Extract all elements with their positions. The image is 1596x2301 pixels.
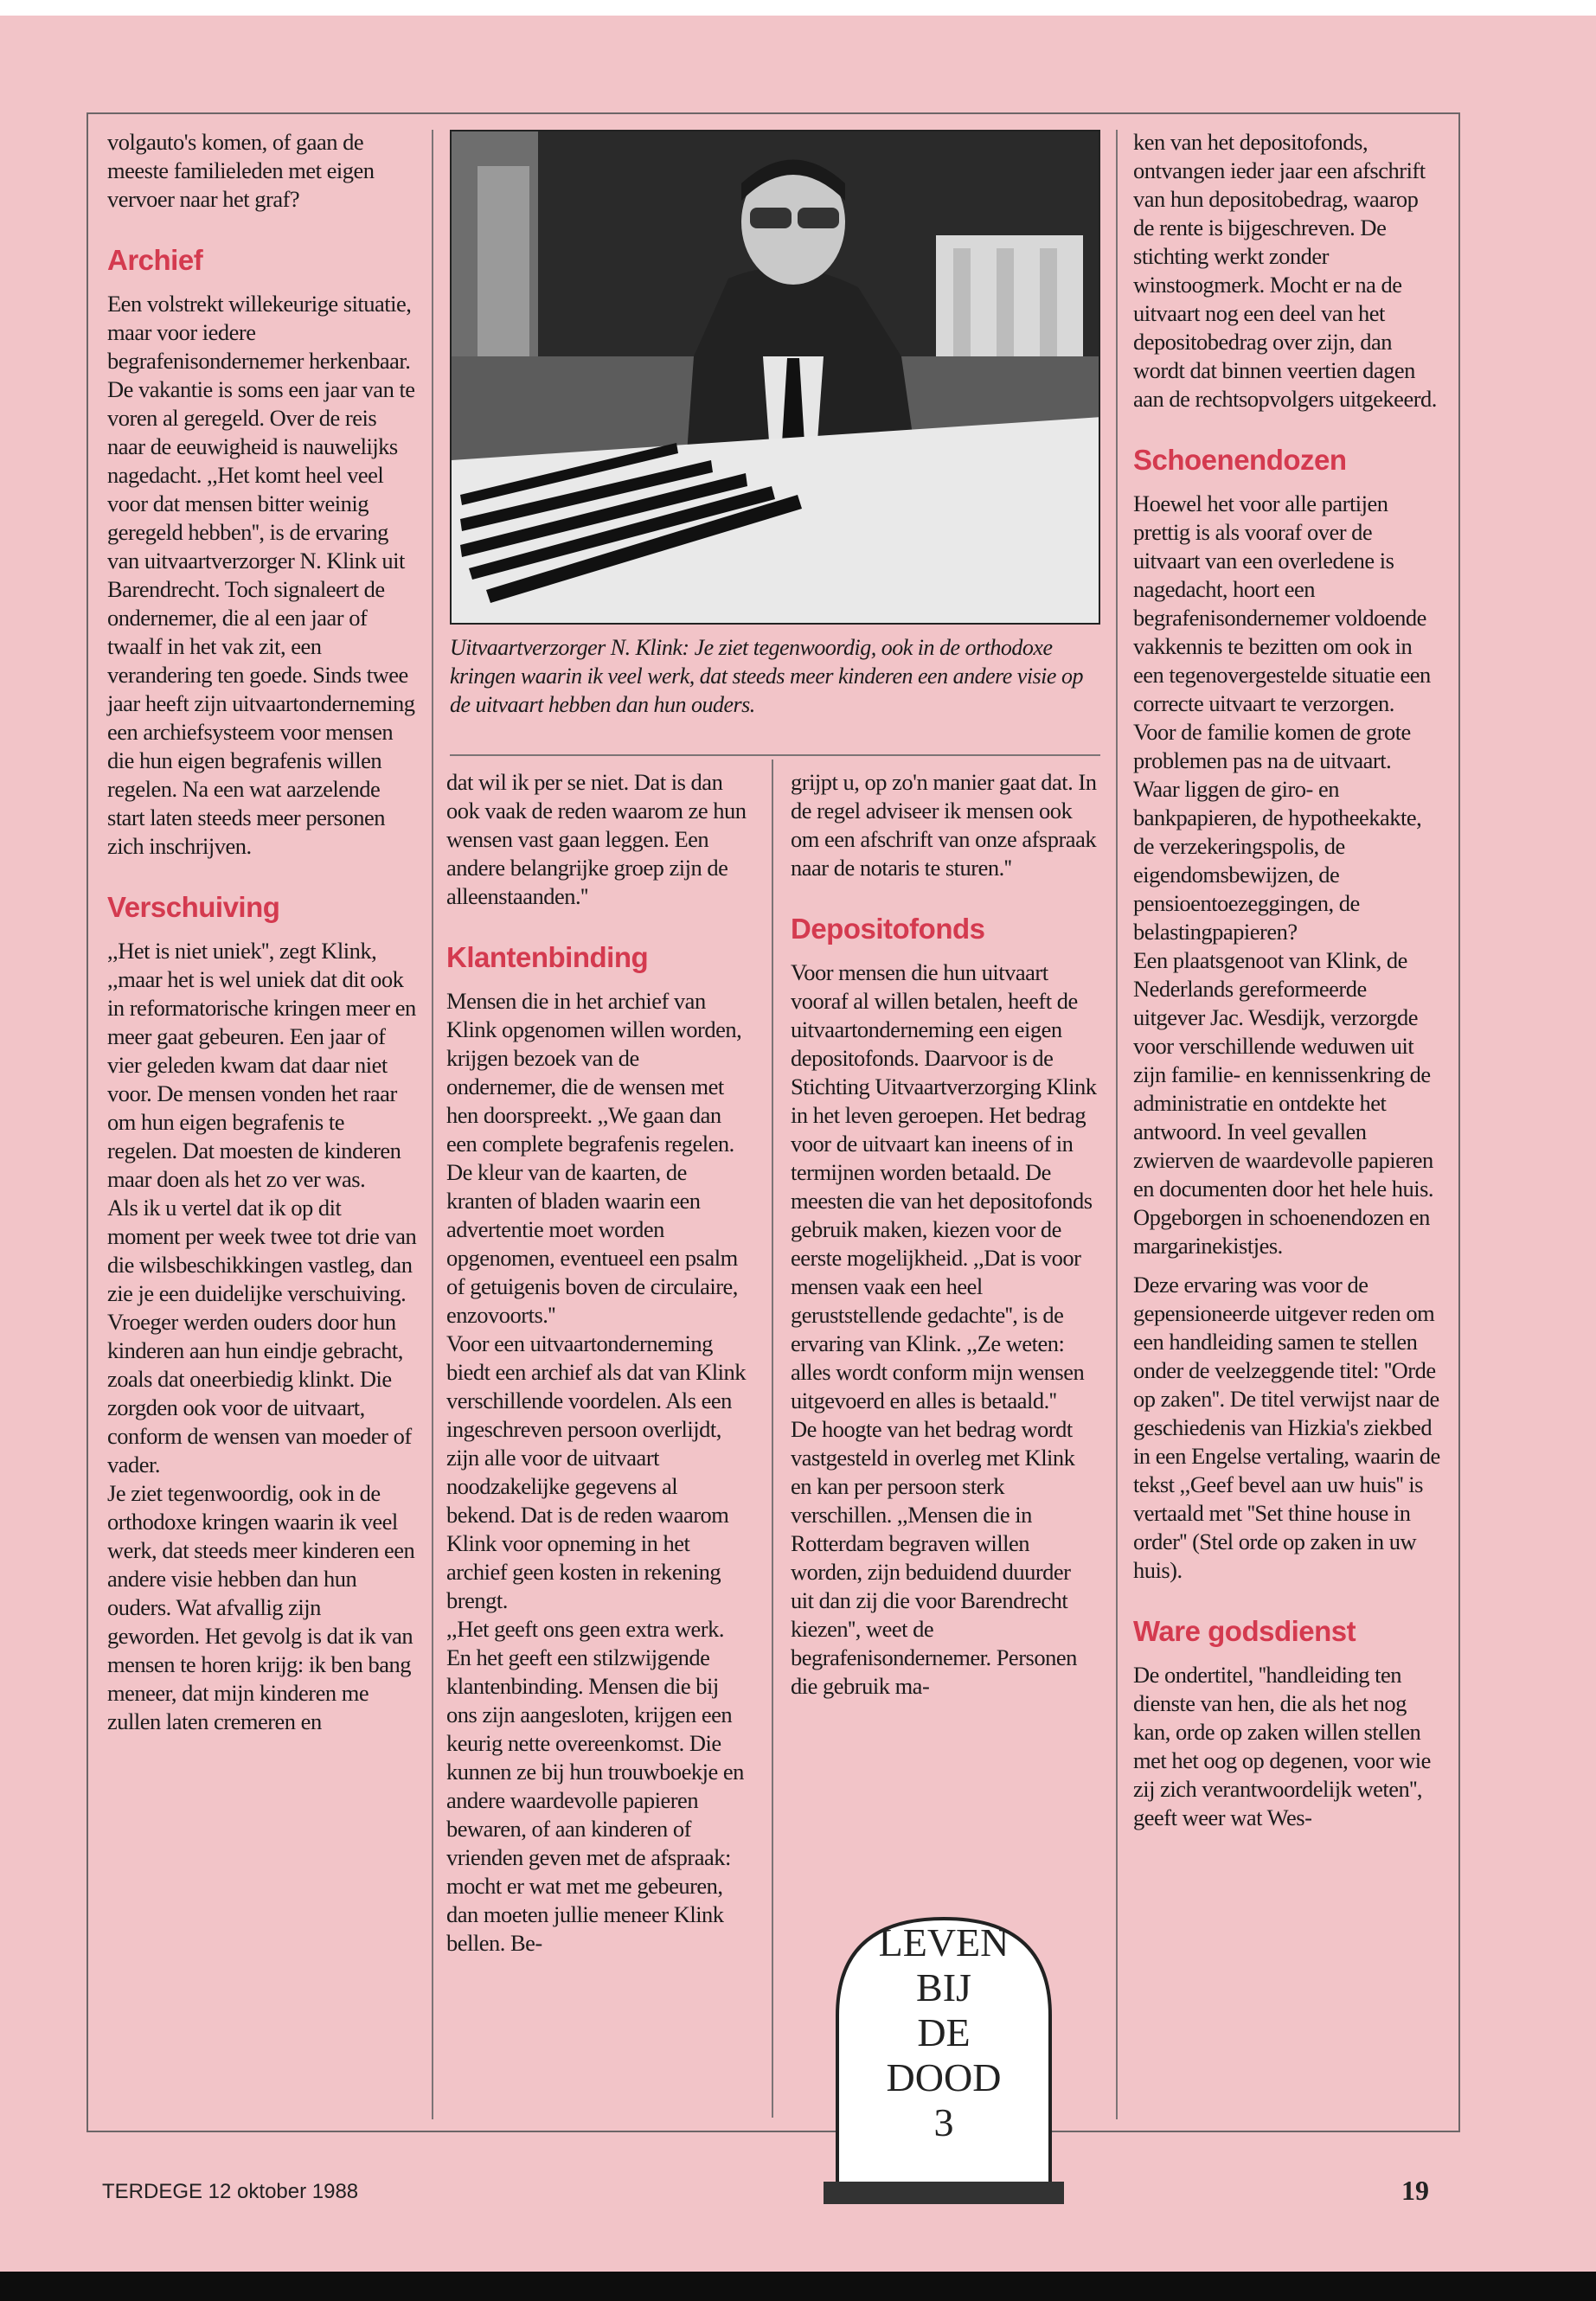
- column-rule: [772, 760, 773, 2118]
- paragraph: Hoewel het voor alle partijen prettig is als vooraf over de uitvaart van een overledene is nagedacht, hoort een begrafenisondernemer voldoende vakkennis te bezitten om ook in een tegenovergestelde situatie een correcte uitvaart te verzorgen. Voor de familie komen de grote problemen pas na de uitvaart. Waar liggen de giro- en bankpapieren, de hypotheekakte, de verzekeringspolis, de eigendomsbewijzen, de pensioentoezeggingen, de belastingpapieren?: [1133, 490, 1431, 945]
- paragraph: Een plaatsgenoot van Klink, de Nederlands gereformeerde uitgever Jac. Wesdijk, verzorgde voor verschillende weduwen uit zijn familie- en kennissenkring de administratie en ontdekte het antwoord. In veel gevallen zwierven de waardevolle papieren en documenten door het hele huis. Opgeborgen in schoenendozen en margarinekistjes.: [1133, 947, 1434, 1259]
- paragraph: De hoogte van het bedrag wordt vastgesteld in overleg met Klink en kan per persoon sterk verschillen. ,,Mensen die in Rotterdam begraven willen worden, zijn beduidend duurder uit dan zij die voor Barendrecht kiezen'', weet de begrafenisondernemer. Personen die gebruik ma-: [791, 1416, 1077, 1699]
- tombstone-line: DE: [917, 2010, 971, 2054]
- publication-footer: TERDEGE 12 oktober 1988: [102, 2180, 359, 2203]
- page-number: 19: [1401, 2175, 1429, 2206]
- col4-intro: ken van het depositofonds, ontvangen ieder jaar een afschrift van hun depositobedrag, waarop de rente is bijgeschreven. De stichting werkt zonder winstoogmerk. Mocht er na de uitvaart nog een deel van het depositobedrag over zijn, dan wordt dat binnen veertien dagen aan de rechtsopvolgers uitgekeerd.: [1133, 129, 1437, 412]
- tombstone-line: DOOD: [886, 2055, 1002, 2099]
- paragraph: ,,Het is niet uniek'', zegt Klink, ,,maar het is wel uniek dat dit ook in reformatorische kringen meer en meer gaat gebeuren. Een jaar of vier geleden kwam dat daar niet voor. De mensen vonden het raar om hun eigen begrafenis te regelen. Dat moesten de kinderen maar doen als het zo ver was.: [107, 938, 416, 1192]
- tombstone-line: 3: [933, 2100, 954, 2144]
- paragraph: Als ik u vertel dat ik op dit moment per week twee tot drie van die wilsbeschikkingen vastleg, dan zie je een duidelijke verschuiving. Vroeger werden ouders door hun kinderen aan hun eindje gebracht, zoals dat oneerbiedig klinkt. Die zorgden ook voor de uitvaart, conform de wensen van moeder of vader.: [107, 1195, 417, 1477]
- column-4: [1133, 128, 1441, 1837]
- tombstone-line: LEVEN: [878, 1920, 1010, 1965]
- column-1: [107, 128, 417, 1741]
- column-2: [446, 768, 749, 1963]
- scan-top-strip: [0, 0, 1596, 16]
- photo-caption: Uitvaartverzorger N. Klink: Je ziet tegenwoordig, ook in de orthodoxe kringen waarin ik veel werk, dat steeds meer kinderen een andere visie op de uitvaart hebben dan hun ouders.: [450, 635, 1083, 717]
- heading-schoenendozen: Schoenendozen: [1133, 444, 1347, 476]
- col3-intro: grijpt u, op zo'n manier gaat dat. In de regel adviseer ik mensen ook om een afschrift van onze afspraak naar de notaris te sturen.'': [791, 769, 1097, 881]
- paragraph: Voor een uitvaartonderneming biedt een archief als dat van Klink verschillende voordelen. Als een ingeschreven persoon overlijdt, zijn alle voor de uitvaart noodzakelijke gegevens al bekend. Dat is de reden waarom Klink voor opneming in het archief geen kosten in rekening brengt.: [446, 1330, 746, 1613]
- col2-intro: dat wil ik per se niet. Dat is dan ook vaak de reden waarom ze hun wensen vast gaan leggen. Een andere belangrijke groep zijn de alleenstaanden.'': [446, 769, 747, 909]
- heading-verschuiving: Verschuiving: [107, 891, 280, 923]
- paragraph: De ondertitel, ''handleiding ten dienste van hen, die als het nog kan, orde op zaken willen stellen met het oog op degenen, voor wie zij zich verantwoordelijk weten'', geeft weer wat Wes-: [1133, 1662, 1431, 1830]
- caption-rule: [450, 754, 1100, 756]
- column-3: [791, 768, 1097, 1706]
- tombstone-text: [822, 1920, 1066, 2145]
- heading-ware-godsdienst: Ware godsdienst: [1133, 1615, 1356, 1647]
- paragraph: Je ziet tegenwoordig, ook in de orthodoxe kringen waarin ik veel werk, dat steeds meer kinderen een andere visie hebben dan hun ouders. Wat afvallig zijn geworden. Het gevolg is dat ik van mensen te horen krijg: ik ben bang meneer, dat mijn kinderen me zullen laten cremeren en: [107, 1480, 415, 1734]
- photo-image: [452, 131, 1100, 625]
- paragraph: Deze ervaring was voor de gepensioneerde uitgever reden om een handleiding samen te stellen onder de veelzeggende titel: ''Orde op zaken''. De titel verwijst naar de geschiedenis van Hizkia's ziekbed in een Engelse vertaling, waarin de tekst ,,Geef bevel aan uw huis'' is vertaald met ''Set thine house in order'' (Stel orde op zaken in uw huis).: [1133, 1272, 1440, 1583]
- heading-klantenbinding: Klantenbinding: [446, 941, 649, 973]
- paragraph: Mensen die in het archief van Klink opgenomen willen worden, krijgen bezoek van de ondernemer, die de wensen met hen doorspreekt. ,,We gaan dan een complete begrafenis regelen. De kleur van de kaarten, de kranten of bladen waarin een advertentie moet worden opgenomen, eventueel een psalm of getuigenis boven de circulaire, enzovoorts.'': [446, 988, 742, 1328]
- column-rule: [432, 130, 433, 2119]
- tombstone-line: BIJ: [916, 1965, 971, 2009]
- heading-depositofonds: Depositofonds: [791, 913, 985, 945]
- heading-archief: Archief: [107, 244, 203, 276]
- column-rule: [1116, 130, 1118, 2119]
- paragraph: Een volstrekt willekeurige situatie, maar voor iedere begrafenisondernemer herkenbaar. De vakantie is soms een jaar van te voren al geregeld. Over de reis naar de eeuwigheid is nauwelijks nagedacht. ,,Het komt heel veel voor dat mensen bitter weinig geregeld hebben'', is de ervaring van uitvaartverzorger N. Klink uit Barendrecht. Toch signaleert de ondernemer, die al een jaar of twaalf in het vak zit, een verandering ten goede. Sinds twee jaar heeft zijn uitvaartonderneming een archiefsysteem voor mensen die hun eigen begrafenis willen regelen. Na een wat aarzelende start laten steeds meer personen zich inschrijven.: [107, 291, 415, 859]
- paragraph: Voor mensen die hun uitvaart vooraf al willen betalen, heeft de uitvaartonderneming een eigen depositofonds. Daarvoor is de Stichting Uitvaartverzorging Klink in het leven geroepen. Het bedrag voor de uitvaart kan ineens of in termijnen worden betaald. De meesten die van het depositofonds gebruik maken, kiezen voor de eerste mogelijkheid. ,,Dat is voor mensen vaak een heel geruststellende gedachte'', is de ervaring van Klink. ,,Ze weten: alles wordt conform mijn wensen uitgevoerd en alles is betaald.'': [791, 959, 1097, 1413]
- scan-bottom-strip: [0, 2272, 1596, 2301]
- paragraph: ,,Het geeft ons geen extra werk. En het geeft een stilzwijgende klantenbinding. Mensen die bij ons zijn aangesloten, krijgen een keurig nette overeenkomst. Die kunnen ze bij hun trouwboekje en andere waardevolle papieren bewaren, of aan kinderen of vrienden geven met de afspraak: mocht er wat met me gebeuren, dan moeten jullie meneer Klink bellen. Be-: [446, 1616, 744, 1956]
- col1-intro: volgauto's komen, of gaan de meeste familieleden met eigen vervoer naar het graf?: [107, 129, 375, 212]
- portrait-photo: [450, 130, 1100, 625]
